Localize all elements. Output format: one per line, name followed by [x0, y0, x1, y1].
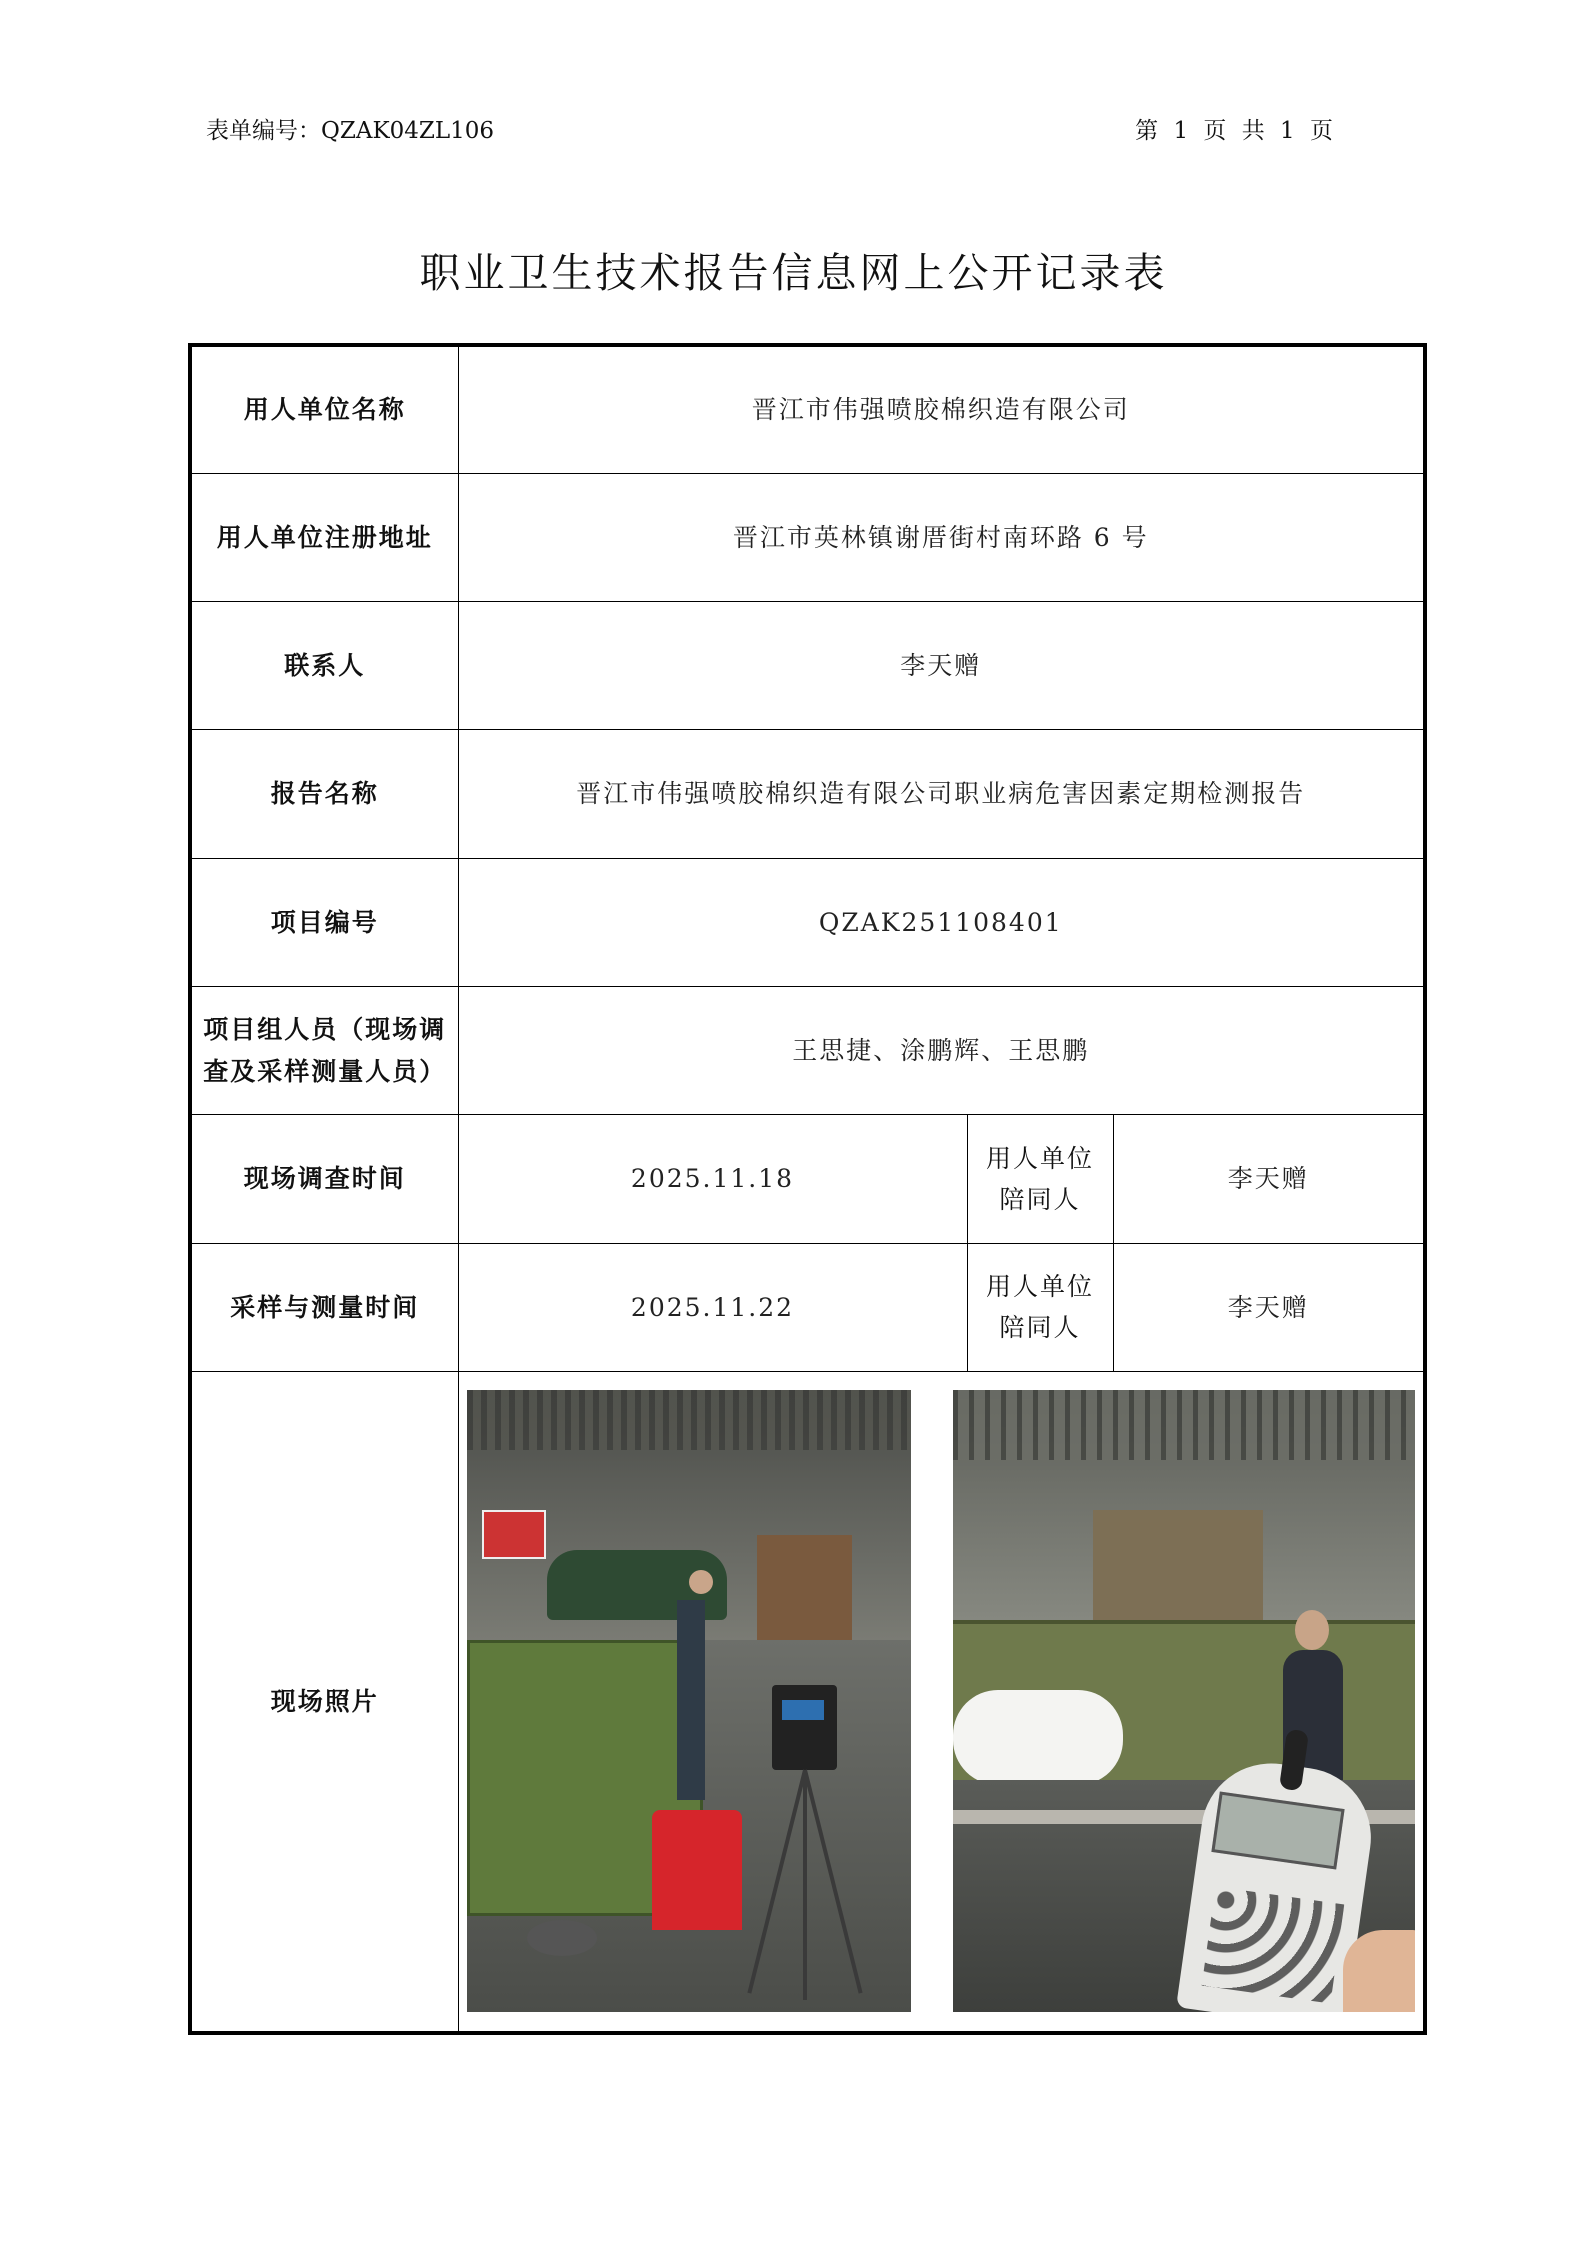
site-photo-sampler	[467, 1390, 911, 2012]
sampling-time-label: 采样与测量时间	[190, 1243, 458, 1371]
form-number: 表单编号：QZAK04ZL106	[206, 118, 495, 144]
row-survey-time	[190, 1115, 1425, 1243]
sampling-companion-label: 用人单位陪同人	[967, 1243, 1113, 1371]
employer-address-value: 晋江市英林镇谢厝街村南环路 6 号	[458, 473, 1425, 601]
row-team	[190, 986, 1425, 1114]
employer-name-label: 用人单位名称	[190, 345, 458, 473]
site-photos-label: 现场照片	[190, 1371, 458, 2033]
site-photos-cell	[458, 1371, 1425, 2033]
row-employer-address	[190, 473, 1425, 601]
sampling-companion-value: 李天赠	[1113, 1243, 1425, 1371]
photo-strip	[459, 1372, 1424, 2031]
survey-time-label: 现场调查时间	[190, 1115, 458, 1243]
row-report-name	[190, 730, 1425, 858]
project-no-label: 项目编号	[190, 858, 458, 986]
row-site-photos	[190, 1371, 1425, 2033]
contact-value: 李天赠	[458, 602, 1425, 730]
contact-label: 联系人	[190, 602, 458, 730]
report-name-value: 晋江市伟强喷胶棉织造有限公司职业病危害因素定期检测报告	[458, 730, 1425, 858]
survey-companion-label: 用人单位陪同人	[967, 1115, 1113, 1243]
team-value: 王思捷、涂鹏辉、王思鹏	[458, 986, 1425, 1114]
document-title: 职业卫生技术报告信息网上公开记录表	[419, 249, 1168, 297]
record-table	[188, 343, 1427, 2035]
employer-address-label: 用人单位注册地址	[190, 473, 458, 601]
team-label: 项目组人员（现场调查及采样测量人员）	[190, 986, 458, 1114]
row-project-no	[190, 858, 1425, 986]
report-name-label: 报告名称	[190, 730, 458, 858]
project-no-value: QZAK251108401	[458, 858, 1425, 986]
site-photo-sound-meter	[953, 1390, 1415, 2012]
row-sampling-time	[190, 1243, 1425, 1371]
row-contact	[190, 602, 1425, 730]
page-number: 第 1 页 共 1 页	[1135, 118, 1337, 144]
sampling-time-value: 2025.11.22	[458, 1243, 967, 1371]
survey-companion-value: 李天赠	[1113, 1115, 1425, 1243]
survey-time-value: 2025.11.18	[458, 1115, 967, 1243]
employer-name-value: 晋江市伟强喷胶棉织造有限公司	[458, 345, 1425, 473]
row-employer-name	[190, 345, 1425, 473]
